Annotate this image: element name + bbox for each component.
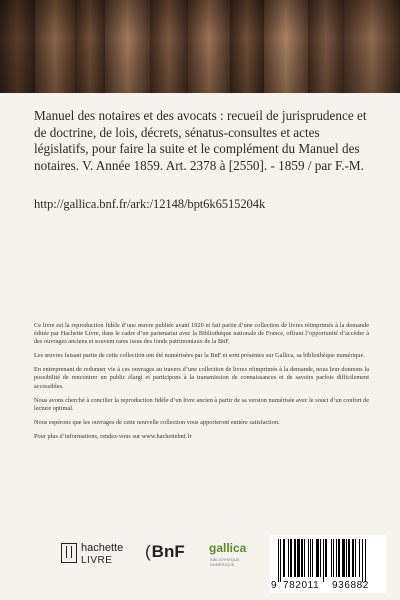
barcode-first-digit: 9 — [271, 580, 278, 591]
gallica-url: http://gallica.bnf.fr/ark:/12148/bpt6k6515204k — [34, 197, 266, 211]
gallica-word: gallica — [209, 541, 247, 555]
book-title: Manuel des notaires et des avocats : recueil de jurisprudence et de doctrine, de lois, décrets, sénatus-consultes et actes législatifs, pour faire la suite et le complément du Manuel des notaires. V. Année 1859. Art. 2378 à [2550]. - 1859 / par F.-M. — [34, 108, 367, 173]
hachette-livre-logo — [61, 540, 141, 580]
book-spines-photo — [0, 0, 400, 93]
description-text — [34, 322, 369, 447]
barcode-group-1: 782011 — [283, 580, 320, 591]
photo-shading — [0, 0, 400, 93]
barcode-bar — [365, 539, 366, 582]
hachette-h-icon — [61, 543, 77, 563]
bnf-logo — [145, 542, 185, 562]
barcode-group-2: 936882 — [332, 580, 369, 591]
gallica-logo — [207, 540, 252, 578]
description-paragraph: Pour plus d’informations, rendez-vous sur www.hachettebnf.fr — [34, 432, 192, 440]
description-paragraph: En entreprenant de redonner vie à ces ouvrages au travers d’une collection de livres réimprimés à la demande, nous leur donnons la possibilité de rencontrer un public élargi et participons à la transmission de connaissances et de savoirs parfois difficilement accessibles. — [34, 366, 369, 390]
bnf-bracket-icon: ( — [145, 542, 151, 561]
description-paragraph: Nous espérons que les ouvrages de cette nouvelle collection vous apporteront entière satisfaction. — [34, 418, 280, 426]
bnf-name: BnF — [151, 542, 185, 561]
barcode — [270, 535, 386, 593]
hachette-sub: LIVRE — [81, 555, 113, 566]
description-paragraph: Nous avons cherché à concilier la reproduction fidèle d’un livre ancien à partir de sa version numérisée avec le souci d’un confort de lecture optimal. — [34, 396, 369, 412]
hachette-name: hachette — [81, 542, 124, 554]
description-paragraph: Les œuvres faisant partie de cette collection ont été numérisées par la BnF et sont présentes sur Gallica, sa bibliothèque numérique. — [34, 352, 365, 360]
description-paragraph: Ce livre est la reproduction fidèle d’une œuvre publiée avant 1920 et fait partie d’une collection de livres réimprimés à la demande éditée par Hachette Livre, dans le cadre d’un partenariat avec la Bibliothèque nationale de France, offrant l’opportunité d’accéder à des ouvrages anciens et souvent rares issus des fonds patrimoniaux de la BnF. — [34, 322, 369, 346]
gallica-sub: BIBLIOTHÈQUE NUMÉRIQUE — [210, 557, 240, 567]
barcode-bars — [278, 539, 366, 577]
